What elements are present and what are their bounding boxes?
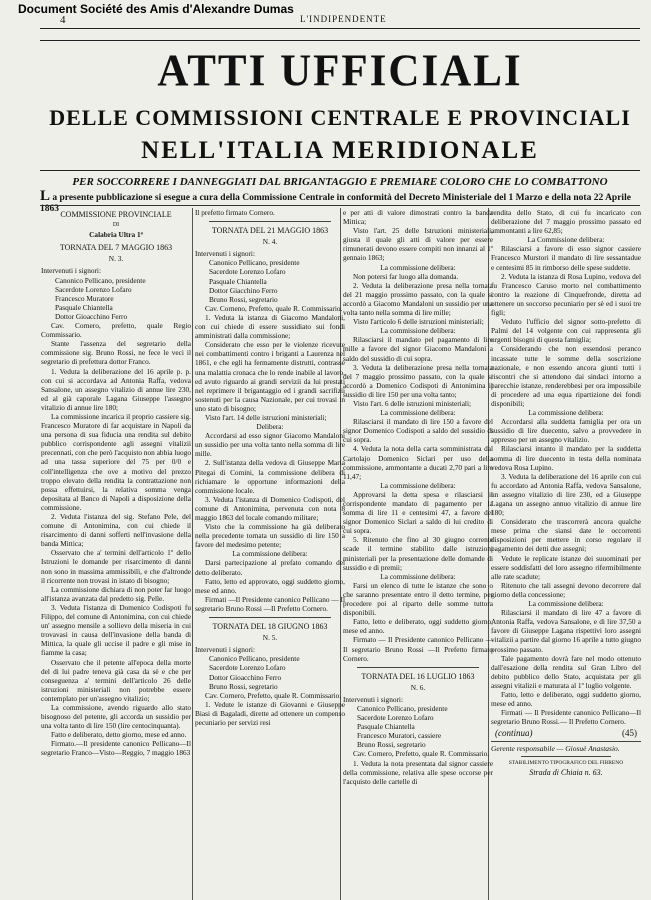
paragraph: Fatto, letto e deliberato, oggi suddetto giorno, mese ed anno.	[343, 617, 493, 636]
paragraph: Fatto e deliberato, detto giorno, mese ed anno.	[51, 730, 187, 740]
paragraph: 1. Veduta la deliberazione del 16 aprile p. p. con cui si accordava ad Antonia Raffa, vedova Sansalone, un assegno vitalizio di annue lire 230, ed al già caporale Lagana Giuseppe l'assegno vitalizio di annue lire 180;	[41, 366, 191, 412]
paragraph: Considerato che trascorrerà ancora qualche mese prima che siansi date le occorrenti disposizioni per mettere in corso regolare il pagamento dei detti due assegni;	[491, 517, 641, 554]
tornata-heading: TORNATA DEL 21 MAGGIO 1863	[211, 226, 329, 236]
paragraph: Firmato — Il Presidente canonico Pellicano —Il segretario Bruno Rossi —Il Prefetto firmato Cornero.	[343, 635, 493, 663]
newspaper-name: L'INDIPENDENTE	[300, 14, 387, 24]
delibera-label: La commissione delibera:	[380, 408, 456, 418]
column-divider	[192, 208, 193, 900]
paragraph: Osservato che a' termini dell'articolo 1º dello Istruzioni le domande per risarcimento di danni non sono in massima ammissibili, e che d'altronde il ricorrente non trovasi in istato di bisogno;	[41, 548, 191, 585]
tornata-heading: TORNATA DEL 7 MAGGIO 1863	[59, 243, 173, 253]
paragraph: Firmato.—Il presidente canonico Pellicano—Il segretario Franco—Visto—Reggio, 7 maggio 1863	[41, 739, 191, 758]
paragraph: 2. Veduta la istanza di Rosa Lupino, vedova del fu Francesco Caruso morto nel combattimento contro la reazione di Cinquefronde, diretta ad ottenere un soccorso pecuniario per sè ed i suoi tre figli;	[491, 271, 641, 318]
prefect-line: Cav. Cornero, Prefetto, quale R. Commissario.	[205, 690, 342, 700]
continuation-line: Il prefetto firmato Cornero.	[195, 208, 275, 217]
member: Sacerdote Lorenzo Lofaro	[357, 713, 434, 723]
column-3	[343, 208, 493, 898]
paragraph: 2. Veduta la deliberazione presa nella tornata del 21 maggio prossimo passato, con la quale si accordò a Giacomo Mandaloni un sussidio per una volta tanto nella somma di lire mille;	[343, 280, 493, 318]
paragraph: rendita dello Stato, di cui fu incaricato con deliberazione del 7 maggio prossimo passato ed ammontanti a lire 62,85;	[491, 208, 641, 236]
intervenuti-label: Intervenuti i signori:	[195, 645, 255, 655]
continua-label: (continua)	[495, 728, 533, 739]
paragraph: Rilasciarsi il mandato di lire 47 a favore di Antonia Raffa, vedova Sansalone, e di lire 37,50 a favore di Giuseppe Lagana rispettivi loro assegni vitalizii a partire dal giorno 16 aprile a tutto giugno prossimo passato.	[491, 608, 641, 654]
paragraph: Accordarsi ad esso signor Giacomo Mandaloni un sussidio per una volta tanto nella somma di lire mille.	[195, 431, 345, 459]
member: Canonico Pellicano, presidente	[209, 258, 300, 268]
tornata-number: N. 4.	[262, 237, 278, 247]
member: Sacerdote Lorenzo Lofaro	[55, 284, 132, 294]
watermark: Document Société des Amis d'Alexandre Dumas	[18, 2, 294, 16]
paragraph: La commissione incarica il proprio cassiere sig. Francesco Muratore di far acquistare in Napoli da una persona di sua fiducia una rendita sul debito pubblico corrispondente agli assegni vitalizii precennati, con che però l'acquisto non abbia luogo ad una tassa superiore del 75 per 0/0 e coll'intelligenza che ove a motivo del prezzo troppo elevato della rendita la contrattazione non possa effettuirsi, la relativa somma venga depositata al Banco di Napoli a disposizione della commissione.	[41, 411, 191, 512]
paragraph: Farsi un elenco di tutte le istanze che sono o che saranno presentate entro il detto termine, per procedere poi al riparto delle somme tuttora disponibili.	[343, 580, 493, 618]
title-rule	[40, 170, 640, 171]
member: Canonico Pellicano, presidente	[55, 275, 146, 285]
member: Francesco Muratore	[55, 293, 114, 303]
member: Pasquale Chiantella	[209, 276, 267, 286]
subtitle: PER SOCCORRERE I DANNEGGIATI DAL BRIGANTAGGIO E PREMIARE COLORO CHE LO COMBATTONO	[72, 176, 608, 188]
member: Bruno Rossi, segretario	[209, 294, 278, 304]
title-line-1: ATTI UFFICIALI	[157, 46, 523, 97]
paragraph: Visto l'art. 6 delle istruzioni ministeriali;	[353, 398, 472, 408]
page-reference: (45)	[622, 728, 637, 739]
paragraph: Approvarsi la detta spesa e rilasciarsi il corrispondente mandato di pagamento per la somma di lire 11 e centesimi 47, a favore del signor Domenico Siclari a saldo di lui credito di cui sopra.	[343, 489, 493, 536]
paragraph: Ritenuto che tali assegni devono decorrere dal giorno della concessione;	[491, 580, 641, 599]
paragraph: Osservato che il petente all'epoca della morte del di lui padre teneva già casa da sè e che per conseguenza a' termini dell'articolo 26 delle istruzioni ministeriali non potrebbe essere contemplato per un'assegno vitalizio;	[41, 657, 191, 703]
paragraph: Firmati —Il Presidente canonico Pellicano — Il segretario Bruno Rossi —Il Prefetto Cornero.	[195, 594, 345, 613]
member: Dottor Gioacchino Ferro	[209, 672, 282, 682]
paragraph: Accordarsi alla suddetta famiglia per ora un sussidio di lire duecento, salvo a provvedere in appresso per un assegno vitalizio.	[491, 417, 641, 445]
paragraph: 1. Veduta la istanza di Giacomo Mandaloni, con cui chiede di essere sussidiato sui fondi amministrati dalla commissione;	[195, 312, 345, 341]
paragraph: Darsi partecipazione al prefato comando del detto deliberato.	[195, 558, 345, 577]
prefect-line: Cav. Corneno, Prefetto, quale R. Commissario.	[205, 303, 343, 313]
delibera-label: La commissione delibera:	[380, 571, 456, 581]
intervenuti-label: Intervenuti i signori:	[195, 249, 255, 259]
tornata-number: N. 3.	[108, 254, 124, 264]
paragraph: Fatto, letto ed approvato, oggi suddetto giorno, mese ed anno.	[195, 576, 345, 595]
member: Canonico Pellicano, presidente	[209, 654, 300, 664]
paragraph: 1. Veduta la nota presentata dal signor cassiere della commissione, relativa alle spese occorse per l'acquisto delle cartelle di	[343, 758, 493, 786]
paragraph: 2. Sull'istanza della vedova di Giuseppe Maria Pitegai di Comini, la commissione delibera di richiamare le opportune informazioni della commissione locale.	[195, 458, 345, 495]
di-label: DI	[112, 222, 120, 229]
section-rule	[521, 756, 611, 757]
paragraph: Stante l'assenza del segretario della commissione sig. Bruno Rossi, ne fece le veci il segretario di prefettura dottor Franco.	[41, 339, 191, 367]
delibera-label: La commissione delibera:	[380, 262, 456, 272]
delibera-label: La Commissione delibera:	[527, 235, 605, 245]
paragraph: e per atti di valore dimostrati contro la banda Mittica;	[343, 208, 493, 227]
prefect-line: Cav. Cornero, prefetto, quale Regio Commissario.	[41, 321, 191, 340]
paragraph: 2. Veduta l'istanza del sig. Stefano Pele, del comune di Antonimina, con cui chiede il risarcimento di danni sofferti nell'invasione della banda Mittica;	[41, 512, 191, 549]
paragraph: 3. Veduta la deliberazione del 16 aprile con cui fu accordato ad Antonia Raffa, vedova Sansalone, un assegno vitalizio di lire 230, ed a Giuseppe Lagana un assegno annuo vitalizio di annue lire 180;	[491, 471, 641, 518]
paragraph: La commissione, avendo riguardo allo stato bisognoso del petente, gli accorda un sussidio per una volta tanto di lire 150 (lire centocinquanta).	[41, 702, 191, 731]
paragraph: Visto l'art. 14 delle istruzioni ministeriali;	[205, 412, 327, 422]
section-rule	[209, 617, 331, 618]
paragraph: 3. Veduta la deliberazione presa nella tornata del 7 maggio prossimo passato, con la quale si accordò a Domenico Codispoti di Antonimina il sussidio di lire 150 per una volta tanto;	[343, 362, 493, 399]
province-name: Calabria Ultra 1ª	[89, 230, 143, 240]
paragraph: Rilasciarsi a favore di esso signor cassiere Francesco Murstori il mandato di lire sessantadue e centesimi 85 in rimborso delle spese suddette.	[491, 244, 641, 272]
section-rule	[491, 741, 641, 742]
address-line: Strada di Chiaia n. 63.	[529, 767, 603, 777]
member: Dottor Gioacchino Ferro	[55, 311, 128, 321]
paragraph: 4. Veduta la nota della carta somministrata dal Cartolajo Domenico Siclari per uso della commissione, ammontante a ducati 2,70 pari a lire 11,47;	[343, 444, 493, 481]
paragraph: Considerando che non essendosi peranco incassate tutte le somme della soscrizione nazionale, e non essendo ancora giunti tutti i riscontri che si attendono dai sindaci intorno a parecchie istanze, renderebbesi per ora impossibile di procedere ad una equa ripartizione dei fondi disponibili;	[491, 344, 641, 408]
delibera-label: La commissione delibera:	[528, 408, 604, 418]
paragraph: Rilasciarsi il mandato di lire 150 a favore del signor Domenico Codispoti a saldo del sussidio di cui sopra.	[343, 417, 493, 445]
paragraph: Tale pagamento dovrà fare nel modo ottenuto dall'esazione della rendita sul Gran Libro del debito pubblico dello Stato, acquistata per gli assegni vitalizii e maturata al 1º luglio volgente.	[491, 653, 641, 690]
section-rule	[209, 221, 331, 222]
stabilimento-line: STABILIMENTO TIPOGRAFICO DEL FIBRENO	[508, 759, 624, 766]
tornata-heading: TORNATA DEL 18 GIUGNO 1863	[212, 622, 328, 632]
paragraph: Rilasciarsi il mandato pel pagamento di lire mille a favore del signor Giacomo Mandaloni a saldo del sussidio di cui sopra.	[343, 335, 493, 363]
title-line-3: NELL'ITALIA MERIDIONALE	[141, 137, 539, 164]
prefect-line: Cav. Cornero, Prefetto, quale R. Commissario.	[353, 749, 490, 759]
paragraph: Firmati — Il Presidente canonico Pellicano—Il segretario Bruno Rossi.— Il Prefetto Cornero.	[491, 708, 641, 727]
paragraph: 1. Vedute le istanze di Giovanni e Giuseppe Biasi di Bagaladi, dirette ad ottenere un compenso pecuniario per servizi resi	[195, 699, 345, 727]
tornata-number: N. 5.	[262, 633, 278, 643]
paragraph: Rilasciarsi intanto il mandato per la suddetta somma di lire duecento in testa della nominata vedova Rosa Lupino.	[491, 444, 641, 472]
member: Sacerdote Lorenzo Lofaro	[209, 663, 286, 673]
paragraph: Vedute le replicate istanze dei suuominati per essere soddisfatti del loro assegno rifermibilmente alle rate scadute;	[491, 553, 641, 581]
member: Sacerdote Lorenzo Lofaro	[209, 267, 286, 277]
commission-heading: COMMISSIONE PROVINCIALE	[60, 210, 172, 219]
header-rule	[40, 28, 640, 29]
delibera-label: Delibera:	[256, 422, 284, 432]
continua-row	[495, 729, 637, 738]
paragraph: Visto l'art. 25 delle Istruzioni ministeriali, giusta il quale gli atti di valore per essere rimunerati devono essere compiti non innanzi al 1º gennaio 1863;	[343, 226, 493, 263]
member: Bruno Rossi, segretario	[357, 740, 426, 750]
intro-text: a presente pubblicazione si esegue a cura della Commissione Centrale in conformità del Decreto Ministeriale del 1 Marzo e della nota 22 Aprile 1863	[40, 193, 631, 214]
header-rule-2	[40, 40, 640, 41]
tornata-number: N. 6.	[410, 682, 426, 692]
member: Dottor Giacchino Ferro	[209, 285, 278, 295]
delibera-label: La commissione delibera:	[232, 549, 308, 559]
column-4	[491, 208, 641, 898]
column-2	[195, 208, 345, 898]
paragraph: Considerato che esso per le violenze ricevute nei combattimenti contro i briganti a Laurenza nel 1861, e che egli ha fermamente distrutti, contrasse una malattia cronaca che lo rende inabile al lavoro, ed avuto riguardo ai grandi servizii da lui prestati nel reprimere il brigantaggio ed i grandi sacrifizii sostenuti per la causa Nazionale, per cui trovasi in uno stato di bisogno;	[195, 340, 345, 413]
paragraph: Visto che la commissione ha già deliberato nella precedente tornata un sussidio di lire 150 a favore del medesimo petente;	[195, 522, 345, 550]
member: Pasquale Chiantella	[55, 302, 113, 312]
tornata-heading: TORNATA DEL 16 LUGLIO 1863	[361, 671, 475, 681]
page-number: 4	[60, 14, 66, 26]
paragraph: 5. Ritenuto che fino al 30 giugno corrente scade il termine stabilito dalle istruzioni ministeriali per la presentazione delle domande di sussidio e di premii;	[343, 535, 493, 572]
member: Canonico Pellicano, presidente	[357, 703, 448, 713]
paragraph: Visto l'articolo 6 delle istruzioni ministeriali;	[353, 317, 484, 327]
member: Bruno Rossi, segretario	[209, 681, 278, 691]
delibera-label: La commissione delibera:	[380, 480, 456, 490]
title-line-2: DELLE COMMISSIONI CENTRALE E PROVINCIALI	[49, 105, 631, 130]
intervenuti-label: Intervenuti i signori:	[41, 266, 101, 276]
paragraph: Fatto, letto e deliberato, oggi suddetto giorno, mese ed anno.	[491, 689, 641, 709]
paragraph: 3. Veduta l'istanza di Domenico Codispoti, del comune di Antonimina, pervenuta con nota 8 maggio 1863 del locale comando militare;	[195, 494, 345, 522]
intervenuti-label: Intervenuti i signori:	[343, 694, 403, 704]
intro-initial: L	[40, 188, 51, 204]
gerente-line: Gerente responsabile — Giosuè Anastasio.	[491, 744, 620, 754]
paragraph: La commissione dichiara di non poter far luogo all'istanza avanzata dal predetto sig. Pelle.	[41, 584, 191, 603]
paragraph: Non potersi far luogo alla domanda.	[353, 271, 459, 281]
paragraph: 3. Veduta l'istanza di Domenico Codispoti fu Filippo, del comune di Antonimina, con cui chiede un' assegno mensile a sollievo della miseria in cui trovavasi in causa dell'invasione della banda di Mittica, la quale gli uccise il padre e gli mise in fiamme la casa;	[41, 602, 191, 658]
delibera-label: La commissione delibera:	[528, 599, 604, 609]
paragraph: Veduto l'ufficio del signor sotto-prefetto di Palmi del 14 volgente con cui rappresenta gli urgenti bisogni di questa famiglia;	[491, 317, 641, 345]
section-rule	[357, 667, 479, 668]
member: Francesco Muratori, cassiere	[357, 731, 442, 741]
intro-rule	[40, 205, 640, 206]
column-1	[41, 208, 191, 898]
member: Pasquale Chiantella	[357, 722, 415, 732]
delibera-label: La commissione delibera:	[380, 326, 456, 336]
